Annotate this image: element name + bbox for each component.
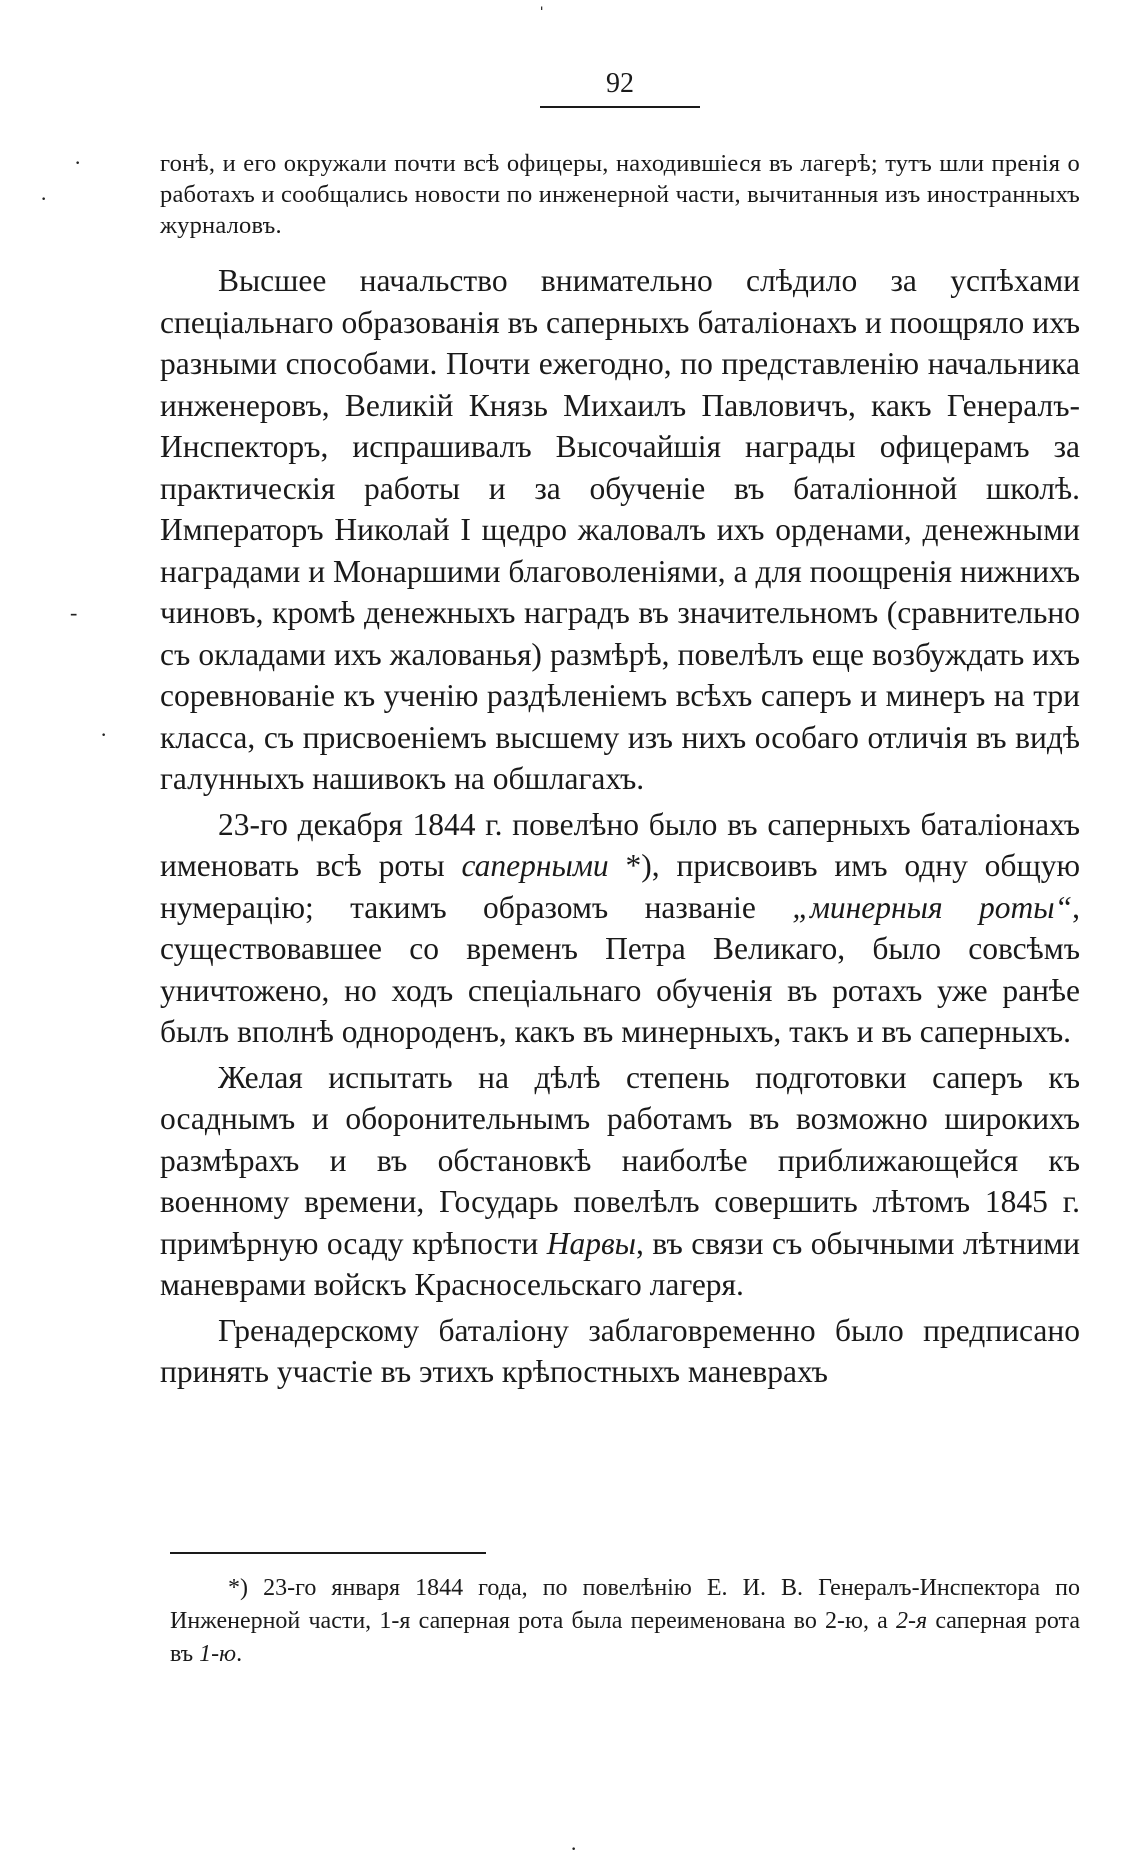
page-number: 92 [606, 68, 634, 99]
paragraph-2-part-b: *), присвоивъ имъ одну общую нумерацію; такимъ образомъ названіе [160, 848, 1080, 925]
speck-left-4: · [100, 722, 108, 747]
footnote-part-a: *) 23-го января 1844 года, по повелѣнію Е. И. В. Генералъ-Инспектора по Инженерной части, 1-я саперная рота была переименована во 2-ю, а [170, 1575, 1080, 1634]
speck-top: ˈ [538, 2, 546, 27]
footnote-part-c: . [236, 1641, 243, 1667]
speck-left-2: · [40, 186, 48, 211]
header-rule [540, 106, 700, 108]
paragraph-3-italic-narvy: Нарвы [546, 1225, 636, 1261]
speck-left-3: - [70, 600, 78, 625]
main-text [160, 260, 1080, 1397]
paragraph-1: Высшее начальство внимательно слѣдило за успѣхами спеціальнаго образованія въ саперныхъ баталіонахъ и поощряло ихъ разными способами. Почти ежегодно, по представленію начальника инженеровъ, Великій Князь Михаилъ Павловичъ, какъ Генералъ-Инспекторъ, испрашивалъ Высочайшія награды офицерамъ за практическія работы и за обученіе въ баталіонной школѣ. Императоръ Николай I щедро жаловалъ ихъ орденами, денежными наградами и Монаршими благоволеніями, а для поощренія нижнихъ чиновъ, кромѣ денежныхъ наградъ въ значительномъ (сравнительно съ окладами ихъ жалованья) размѣрѣ, повелѣлъ еще возбуждать ихъ соревнованіе къ ученію раздѣленіемъ всѣхъ саперъ и минеръ на три класса, съ присвоеніемъ высшему изъ нихъ особаго отличія въ видѣ галунныхъ нашивокъ на обшлагахъ. [160, 263, 1080, 796]
intro-paragraph: гонѣ, и его окружали почти всѣ офицеры, находившіеся въ лагерѣ; тутъ шли пренія о работахъ и сообщались новости по инженерной части, вычитанныя изъ иностранныхъ журналовъ. [160, 150, 1080, 239]
footnote-part-b: саперная рота въ [170, 1608, 1080, 1667]
footnote [170, 1572, 1080, 1671]
footnote-italic-1yu: 1-ю [199, 1641, 237, 1667]
paragraph-2-part-c: , существовавшее со временъ Петра Великаго, было совсѣмъ уничтожено, но ходъ спеціальнаго обученія въ ротахъ уже ранѣе былъ вполнѣ однороденъ, какъ въ минерныхъ, такъ и въ саперныхъ. [160, 889, 1081, 1049]
speck-bottom: · [570, 1836, 578, 1861]
speck-left-1: · [74, 150, 82, 175]
footnote-rule [170, 1552, 486, 1554]
paragraph-3-part-a: Желая испытать на дѣлѣ степень подготовки саперъ къ осаднымъ и оборонительнымъ работамъ въ возможно широкихъ размѣрахъ и въ обстановкѣ наиболѣе приближающейся къ военному времени, Государь повелѣлъ совершить лѣтомъ 1845 г. примѣрную осаду крѣпости [160, 1059, 1080, 1261]
paragraph-2 [160, 804, 1080, 1053]
paragraph-3-part-b: , въ связи съ обычными лѣтними маневрами войскъ Красносельскаго лагеря. [160, 1225, 1080, 1302]
footnote-italic-2ya: 2-я [896, 1608, 928, 1634]
paragraph-2-part-a: 23-го декабря 1844 г. повелѣно было въ саперныхъ баталіонахъ именовать всѣ роты [160, 806, 1080, 883]
paragraph-2-italic-minernyya-roty: „минерныя роты“ [792, 889, 1073, 925]
paragraph-2-italic-sapernymi: саперными [461, 848, 609, 883]
paragraph-3 [160, 1057, 1080, 1306]
paragraph-4: Гренадерскому баталіону заблаговременно было предписано принять участіе въ этихъ крѣпостныхъ маневрахъ [160, 1312, 1080, 1389]
